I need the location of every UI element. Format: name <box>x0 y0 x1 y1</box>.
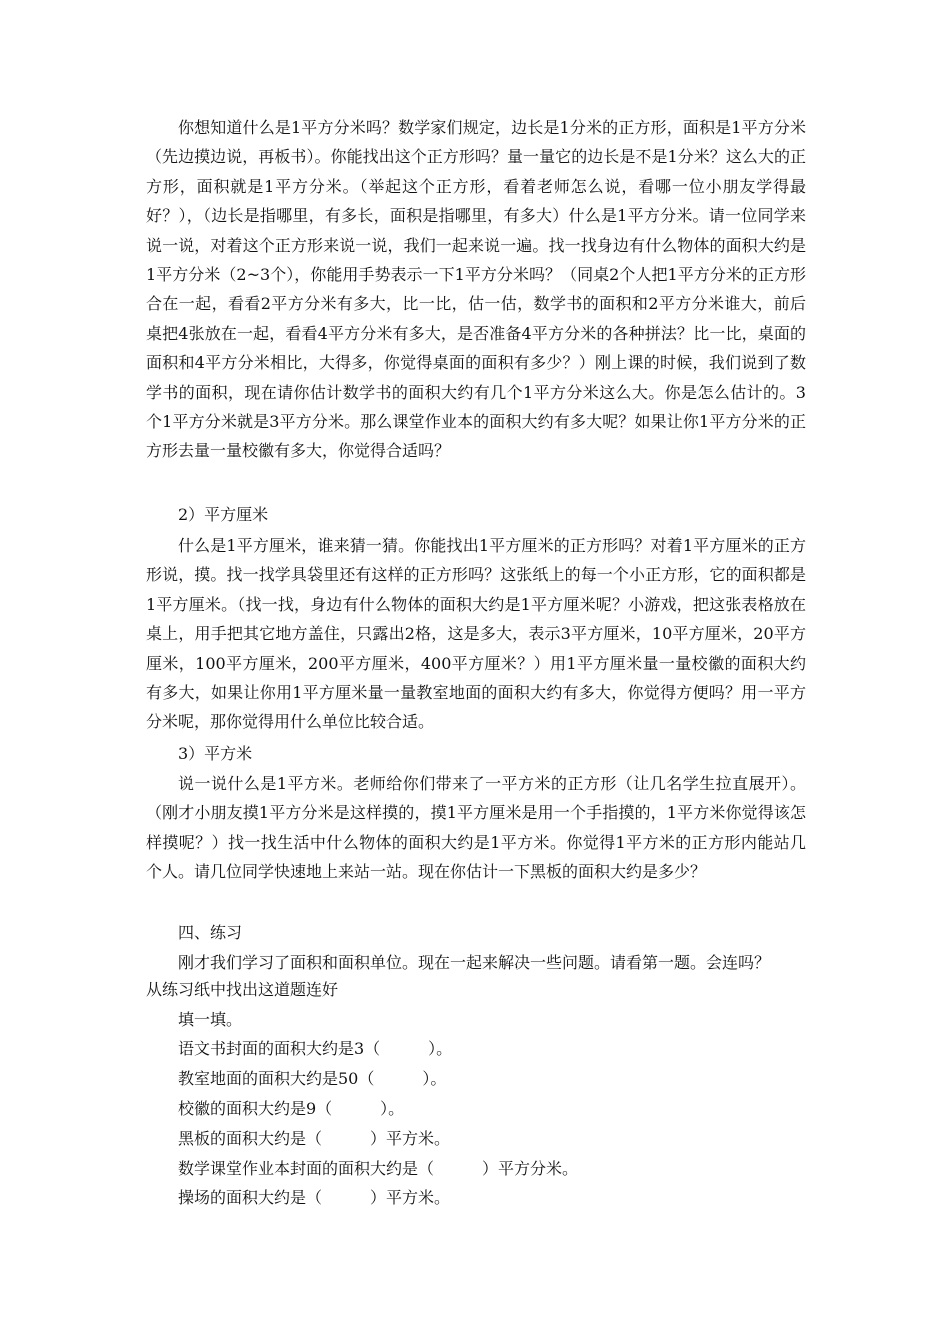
practice-intro-line-2: 从练习纸中找出这道题连好 <box>146 980 339 999</box>
fill-in-item: 数学课堂作业本封面的面积大约是（ ）平方分米。 <box>178 1159 579 1178</box>
heading-practice: 四、练习 <box>178 923 243 942</box>
fill-in-item: 操场的面积大约是（ ）平方米。 <box>178 1188 451 1207</box>
practice-intro-line-1: 刚才我们学习了面积和面积单位。现在一起来解决一些问题。请看第一题。会连吗？ <box>178 953 771 972</box>
paragraph-square-decimeter: 你想知道什么是1平方分米吗？数学家们规定，边长是1分米的正方形，面积是1平方分米（先边摸边说，再板书）。你能找出这个正方形吗？量一量它的边长是不是1分米？这么大的正方形，面积就是1平方分米。（举起这个正方形，看着老师怎么说，看哪一位小朋友学得最好？），（边长是指哪里，有多长，面积是指哪里，有多大）什么是1平方分米。请一位同学来说一说，对着这个正方形来说一说，我们一起来说一遍。找一找身边有什么物体的面积大约是1平方分米（2~3个），你能用手势表示一下1平方分米吗？（同桌2个人把1平方分米的正方形合在一起，看看2平方分米有多大，比一比，估一估，数学书的面积和2平方分米谁大，前后桌把4张放在一起，看看4平方分米有多大，是否准备4平方分米的各种拼法？比一比，桌面的面积和4平方分米相比，大得多，你觉得桌面的面积有多少？）刚上课的时候，我们说到了数学书的面积，现在请你估计数学书的面积大约有几个1平方分米这么大。你是怎么估计的。3个1平方分米就是3平方分米。那么课堂作业本的面积大约有多大呢？如果让你1平方分米的正方形去量一量校徽有多大，你觉得合适吗？ <box>146 118 806 461</box>
fill-in-item: 校徽的面积大约是9（ ）。 <box>178 1099 405 1118</box>
heading-square-meter: 3）平方米 <box>178 744 253 763</box>
heading-square-centimeter: 2）平方厘米 <box>178 505 269 524</box>
fill-in-item: 语文书封面的面积大约是3（ ）。 <box>178 1039 453 1058</box>
paragraph-square-centimeter: 什么是1平方厘米，谁来猜一猜。你能找出1平方厘米的正方形吗？对着1平方厘米的正方形说，摸。找一找学具袋里还有这样的正方形吗？这张纸上的每一个小正方形，它的面积都是1平方厘米。（找一找，身边有什么物体的面积大约是1平方厘米呢？小游戏，把这张表格放在桌上，用手把其它地方盖住，只露出2格，这是多大，表示3平方厘米，10平方厘米，20平方厘米，100平方厘米，200平方厘米，400平方厘米？）用1平方厘米量一量校徽的面积大约有多大，如果让你用1平方厘米量一量教室地面的面积大约有多大，你觉得方便吗？用一平方分米呢，那你觉得用什么单位比较合适。 <box>146 536 806 732</box>
fill-in-item: 教室地面的面积大约是50（ ）。 <box>178 1069 447 1088</box>
fill-in-title: 填一填。 <box>178 1010 243 1029</box>
fill-in-item: 黑板的面积大约是（ ）平方米。 <box>178 1129 451 1148</box>
paragraph-square-meter: 说一说什么是1平方米。老师给你们带来了一平方米的正方形（让几名学生拉直展开）。（刚才小朋友摸1平方分米是这样摸的，摸1平方厘米是用一个手指摸的，1平方米你觉得该怎样摸呢？）找一找生活中什么物体的面积大约是1平方米。你觉得1平方米的正方形内能站几个人。请几位同学快速地上来站一站。现在你估计一下黑板的面积大约是多少？ <box>146 774 806 882</box>
